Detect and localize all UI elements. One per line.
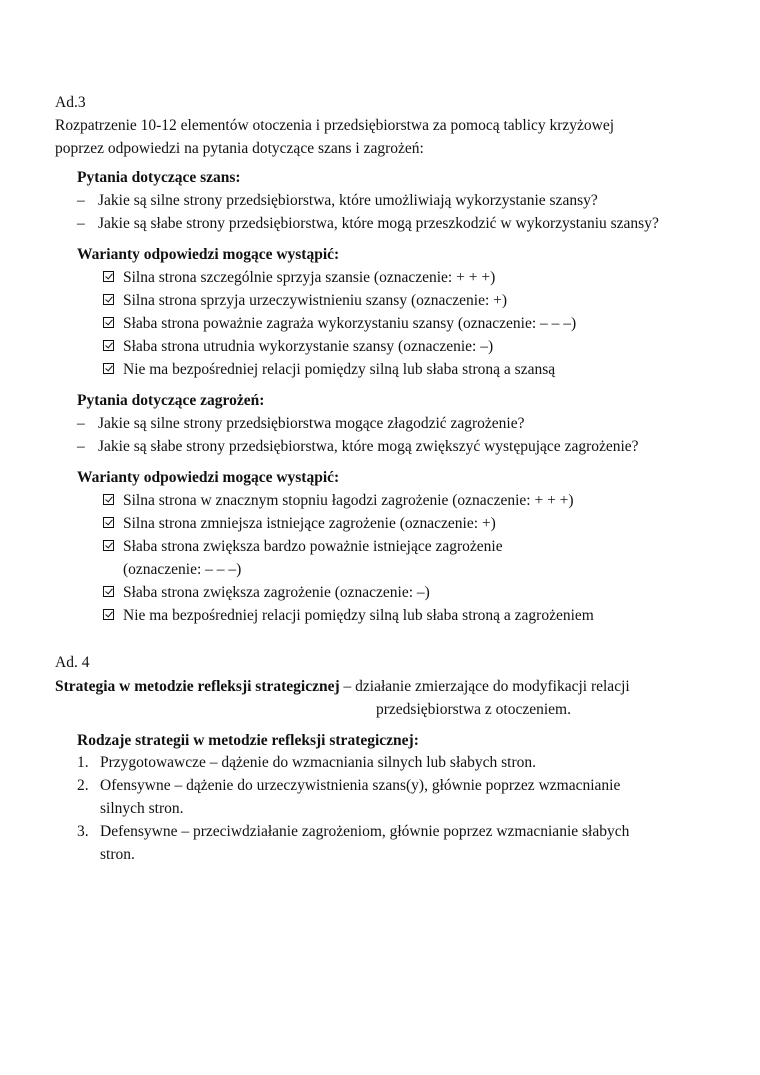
ad3-heading: Ad.3 (55, 94, 86, 111)
variant-text: Silna strona szczególnie sprzyja szansie (oznaczenie: + + +) (123, 269, 496, 286)
checked-box-icon (103, 363, 114, 374)
definition-term: Strategia w metodzie refleksji strategicznej (55, 678, 340, 695)
opportunities-variants-title: Warianty odpowiedzi mogące wystąpić: (77, 246, 340, 263)
threats-questions-title: Pytania dotyczące zagrożeń: (77, 392, 265, 409)
strategy-type-2-continuation: silnych stron. (100, 800, 184, 817)
opportunities-questions-title: Pytania dotyczące szans: (77, 169, 241, 186)
variant-text: Słaba strona zwiększa bardzo poważnie istniejące zagrożenie (123, 538, 503, 555)
list-number: 2. (77, 777, 89, 794)
variant-text: Silna strona w znacznym stopniu łagodzi zagrożenie (oznaczenie: + + +) (123, 492, 574, 509)
checked-box-icon (103, 609, 114, 620)
checked-box-icon (103, 540, 114, 551)
checked-box-icon (103, 271, 114, 282)
checked-box-icon (103, 517, 114, 528)
ad4-heading: Ad. 4 (55, 654, 90, 671)
ad3-intro-line-1: Rozpatrzenie 10-12 elementów otoczenia i przedsiębiorstwa za pomocą tablicy krzyżowej (55, 117, 615, 134)
definition-text: – działanie zmierzające do modyfikacji relacji (339, 678, 630, 695)
question-text: Jakie są słabe strony przedsiębiorstwa, które mogą przeszkodzić w wykorzystaniu szansy? (98, 215, 659, 232)
strategy-definition (55, 675, 630, 698)
ad3-intro-line-2: poprzez odpowiedzi na pytania dotyczące szans i zagrożeń: (55, 140, 424, 157)
strategy-type-3-continuation: stron. (100, 846, 135, 863)
strategy-type-text: Przygotowawcze – dążenie do wzmacniania silnych lub słabych stron. (100, 754, 537, 771)
variant-text: Słaba strona poważnie zagraża wykorzystaniu szansy (oznaczenie: – – –) (123, 315, 577, 332)
variant-text: Słaba strona utrudnia wykorzystanie szansy (oznaczenie: –) (123, 338, 494, 355)
dash-bullet: – (77, 215, 85, 232)
question-text: Jakie są silne strony przedsiębiorstwa, które umożliwiają wykorzystanie szansy? (98, 192, 598, 209)
strategy-definition-continuation: przedsiębiorstwa z otoczeniem. (376, 701, 571, 718)
question-text: Jakie są silne strony przedsiębiorstwa mogące złagodzić zagrożenie? (98, 415, 525, 432)
strategy-type-text: Defensywne – przeciwdziałanie zagrożeniom, głównie poprzez wzmacnianie słabych (100, 823, 630, 840)
strategy-types-title: Rodzaje strategii w metodzie refleksji strategicznej: (77, 732, 419, 749)
threats-variant-3-continuation: (oznaczenie: – – –) (123, 561, 242, 578)
checked-box-icon (103, 586, 114, 597)
checked-box-icon (103, 340, 114, 351)
checked-box-icon (103, 317, 114, 328)
variant-text: Silna strona sprzyja urzeczywistnieniu szansy (oznaczenie: +) (123, 292, 508, 309)
list-number: 3. (77, 823, 89, 840)
variant-text: Nie ma bezpośredniej relacji pomiędzy silną lub słaba stroną a szansą (123, 361, 556, 378)
list-number: 1. (77, 754, 89, 771)
dash-bullet: – (77, 415, 85, 432)
checked-box-icon (103, 494, 114, 505)
threats-variants-title: Warianty odpowiedzi mogące wystąpić: (77, 469, 340, 486)
variant-text: Silna strona zmniejsza istniejące zagrożenie (oznaczenie: +) (123, 515, 496, 532)
variant-text: Nie ma bezpośredniej relacji pomiędzy silną lub słaba stroną a zagrożeniem (123, 607, 594, 624)
checked-box-icon (103, 294, 114, 305)
dash-bullet: – (77, 438, 85, 455)
strategy-type-text: Ofensywne – dążenie do urzeczywistnienia szans(y), głównie poprzez wzmacnianie (100, 777, 621, 794)
variant-text: Słaba strona zwiększa zagrożenie (oznaczenie: –) (123, 584, 430, 601)
dash-bullet: – (77, 192, 85, 209)
question-text: Jakie są słabe strony przedsiębiorstwa, które mogą zwiększyć występujące zagrożenie? (98, 438, 639, 455)
